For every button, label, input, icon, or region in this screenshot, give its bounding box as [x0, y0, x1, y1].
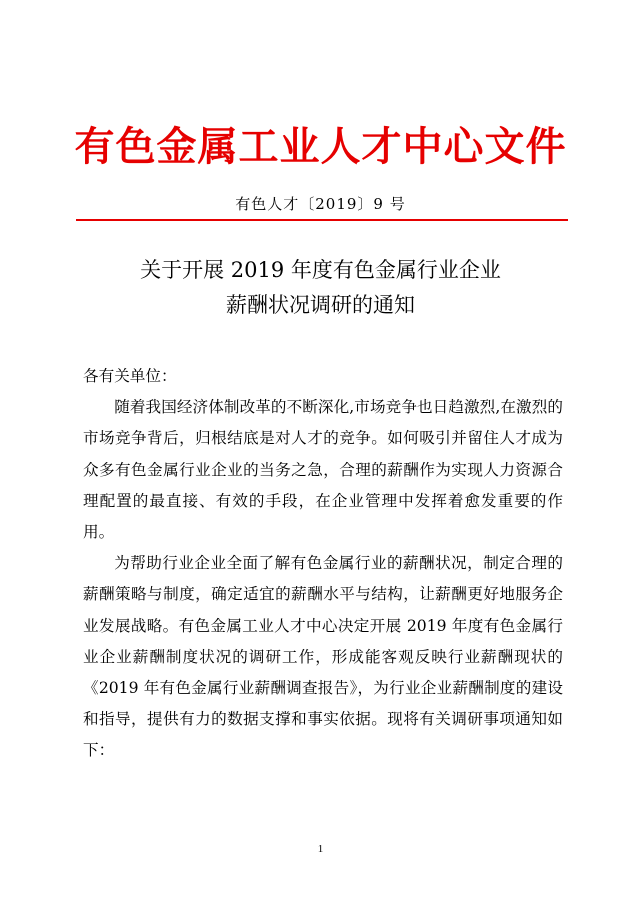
- notice-title-line-2: 薪酬状况调研的通知: [226, 293, 415, 317]
- notice-title-line-1: 关于开展 2019 年度有色金属行业企业: [140, 258, 501, 282]
- body-paragraph-1: 随着我国经济体制改革的不断深化,市场竞争也日趋激烈,在激烈的市场竞争背后，归根结底是对人才的竞争。如何吸引并留住人才成为众多有色金属行业企业的当务之急，合理的薪酬作为实现人力资源合理配置的最直接、有效的手段，在企业管理中发挥着愈发重要的作用。: [83, 398, 563, 542]
- red-divider-line: [76, 219, 568, 221]
- page-number: 1: [317, 843, 324, 855]
- body-paragraph-2: 为帮助行业企业全面了解有色金属行业的薪酬状况，制定合理的薪酬策略与制度，确定适宜的薪酬水平与结构，让薪酬更好地服务企业发展战略。有色金属工业人才中心决定开展 2019 年度有色金属行业企业薪酬制度状况的调研工作，形成能客观反映行业薪酬现状的《2019 年有色金属行业薪酬调查报告》，为行业企业薪酬制度的建设和指导，提供有力的数据支撑和事实依据。现将有关调研事项通知如下：: [83, 554, 563, 760]
- document-header-title: 有色金属工业人才中心文件: [74, 123, 567, 170]
- document-number: 有色人才〔2019〕9 号: [235, 195, 406, 213]
- salutation: 各有关单位：: [83, 367, 177, 385]
- notice-body: [83, 361, 563, 767]
- notice-title: [0, 253, 641, 323]
